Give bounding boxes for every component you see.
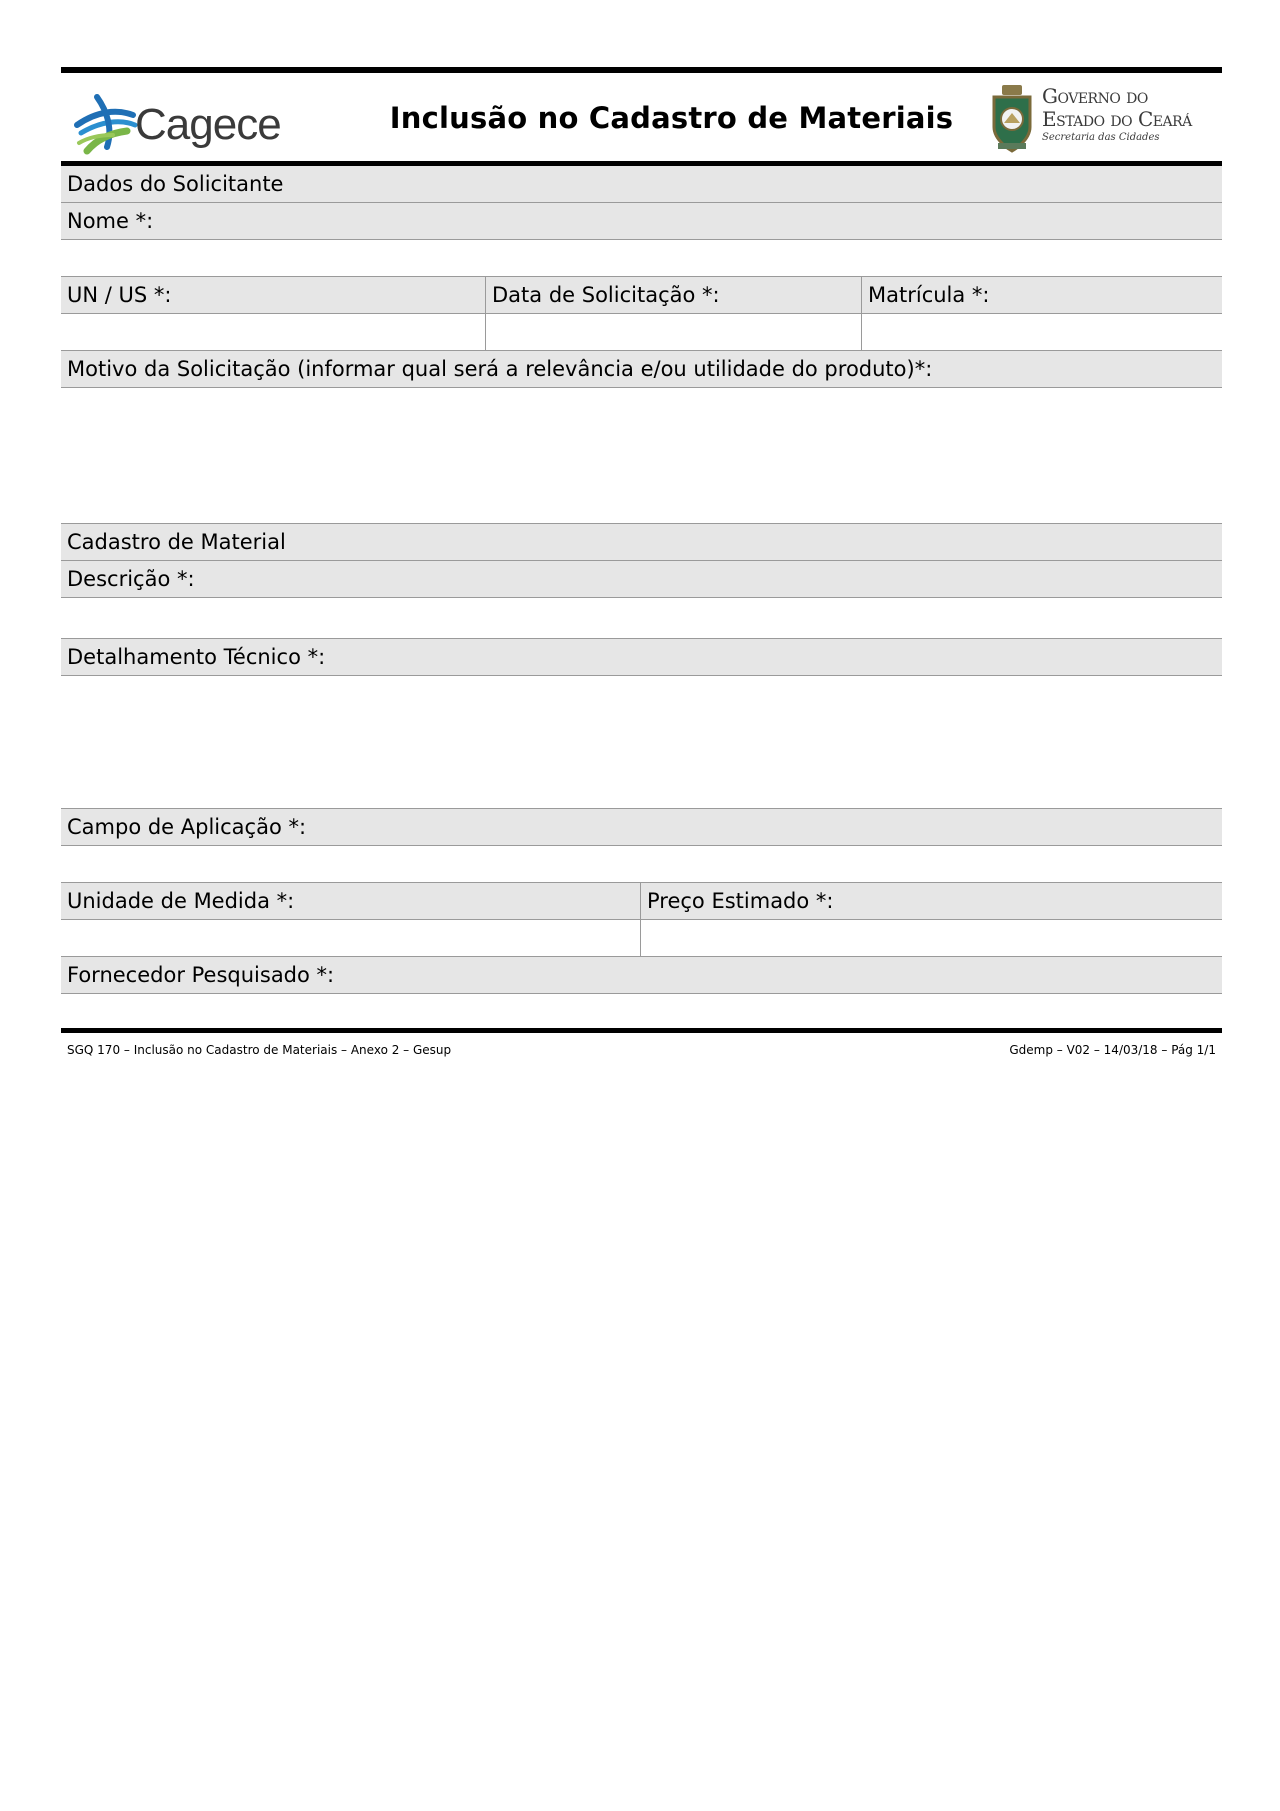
unidade-medida-field[interactable] [61,920,640,956]
matricula-label: Matrícula *: [861,277,1222,313]
government-logo [986,81,1216,159]
descricao-label: Descrição *: [67,567,195,591]
coat-of-arms-icon [988,83,1036,155]
preco-estimado-field[interactable] [640,920,1222,956]
detalhamento-label: Detalhamento Técnico *: [67,645,326,669]
detalhamento-row [61,639,1222,676]
data-solicitacao-label: Data de Solicitação *: [485,277,861,313]
gov-line-3: Secretaria das Cidades [1042,132,1160,143]
motivo-row [61,351,1222,388]
detalhamento-field[interactable] [61,676,1222,809]
campo-aplicacao-label: Campo de Aplicação *: [67,815,307,839]
nome-field[interactable] [61,240,1222,277]
gov-line-2: Estado do Ceará [1042,107,1192,131]
form-page [61,67,1222,994]
descricao-row [61,561,1222,598]
section-material-row [61,524,1222,561]
page-title: Inclusão no Cadastro de Materiais [389,101,954,135]
data-solicitacao-field[interactable] [485,314,861,350]
campo-row [61,809,1222,846]
matricula-field[interactable] [861,314,1222,350]
fornecedor-row [61,957,1222,994]
unidade-preco-field-row [61,920,1222,957]
descricao-field[interactable] [61,598,1222,639]
government-text [1042,85,1192,143]
motivo-label: Motivo da Solicitação (informar qual será a relevância e/ou utilidade do produto)*: [67,357,933,381]
svg-text:Cagece: Cagece [135,100,281,149]
un-us-label: UN / US *: [67,283,172,307]
section-requester-title: Dados do Solicitante [67,172,284,196]
footer-right: Gdemp – V02 – 14/03/18 – Pág 1/1 [1009,1043,1216,1057]
section-material-title: Cadastro de Material [67,530,286,554]
unidade-preco-header-row [61,883,1222,920]
nome-label: Nome *: [67,209,154,233]
footer-left: SGQ 170 – Inclusão no Cadastro de Materiais – Anexo 2 – Gesup [67,1043,452,1057]
un-data-matricula-header-row [61,277,1222,314]
section-requester-row [61,166,1222,203]
campo-aplicacao-field[interactable] [61,846,1222,883]
unidade-medida-label: Unidade de Medida *: [67,889,295,913]
un-us-field[interactable] [61,314,485,350]
un-data-matricula-field-row [61,314,1222,351]
fornecedor-label: Fornecedor Pesquisado *: [67,963,335,987]
preco-estimado-label: Preço Estimado *: [640,883,1222,919]
page-header [61,67,1222,166]
motivo-field[interactable] [61,388,1222,524]
nome-row[interactable] [61,203,1222,240]
gov-line-1: Governo do [1042,84,1148,108]
page-footer [61,1028,1222,1057]
